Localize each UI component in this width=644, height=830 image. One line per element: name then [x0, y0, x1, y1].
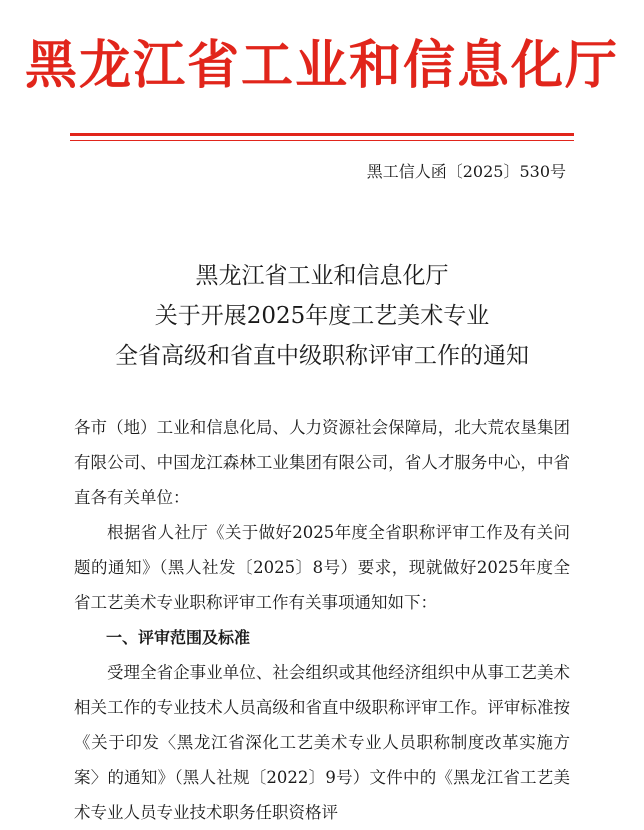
document-title	[0, 256, 644, 376]
section-heading: 一、评审范围及标准	[106, 628, 251, 647]
header-rule-thick	[70, 133, 574, 136]
title-line-3: 全省高级和省直中级职称评审工作的通知	[115, 343, 529, 369]
salutation: 各市（地）工业和信息化局、人力资源社会保障局，北大荒农垦集团有限公司、中国龙江森林工业集团有限公司，省人才服务中心，中省直各有关单位：	[74, 418, 570, 507]
issuing-organization-header: 黑龙江省工业和信息化厅	[24, 36, 619, 96]
document-body	[74, 410, 570, 830]
title-line-1: 黑龙江省工业和信息化厅	[195, 263, 449, 289]
paragraph: 根据省人社厅《关于做好2025年度全省职称评审工作及有关问题的通知》（黑人社发〔2025〕8号）要求，现就做好2025年度全省工艺美术专业职称评审工作有关事项通知如下：	[74, 523, 570, 612]
header-rule-thin	[70, 140, 574, 141]
document-number: 黑工信人函〔2025〕530号	[366, 162, 566, 181]
title-line-2: 关于开展2025年度工艺美术专业	[154, 303, 490, 329]
paragraph: 受理全省企事业单位、社会组织或其他经济组织中从事工艺美术相关工作的专业技术人员高级和省直中级职称评审工作。评审标准按《关于印发〈黑龙江省深化工艺美术专业人员职称制度改革实施方案〉的通知》（黑人社规〔2022〕9号）文件中的《黑龙江省工艺美术专业人员专业技术职务任职资格评	[74, 663, 570, 822]
